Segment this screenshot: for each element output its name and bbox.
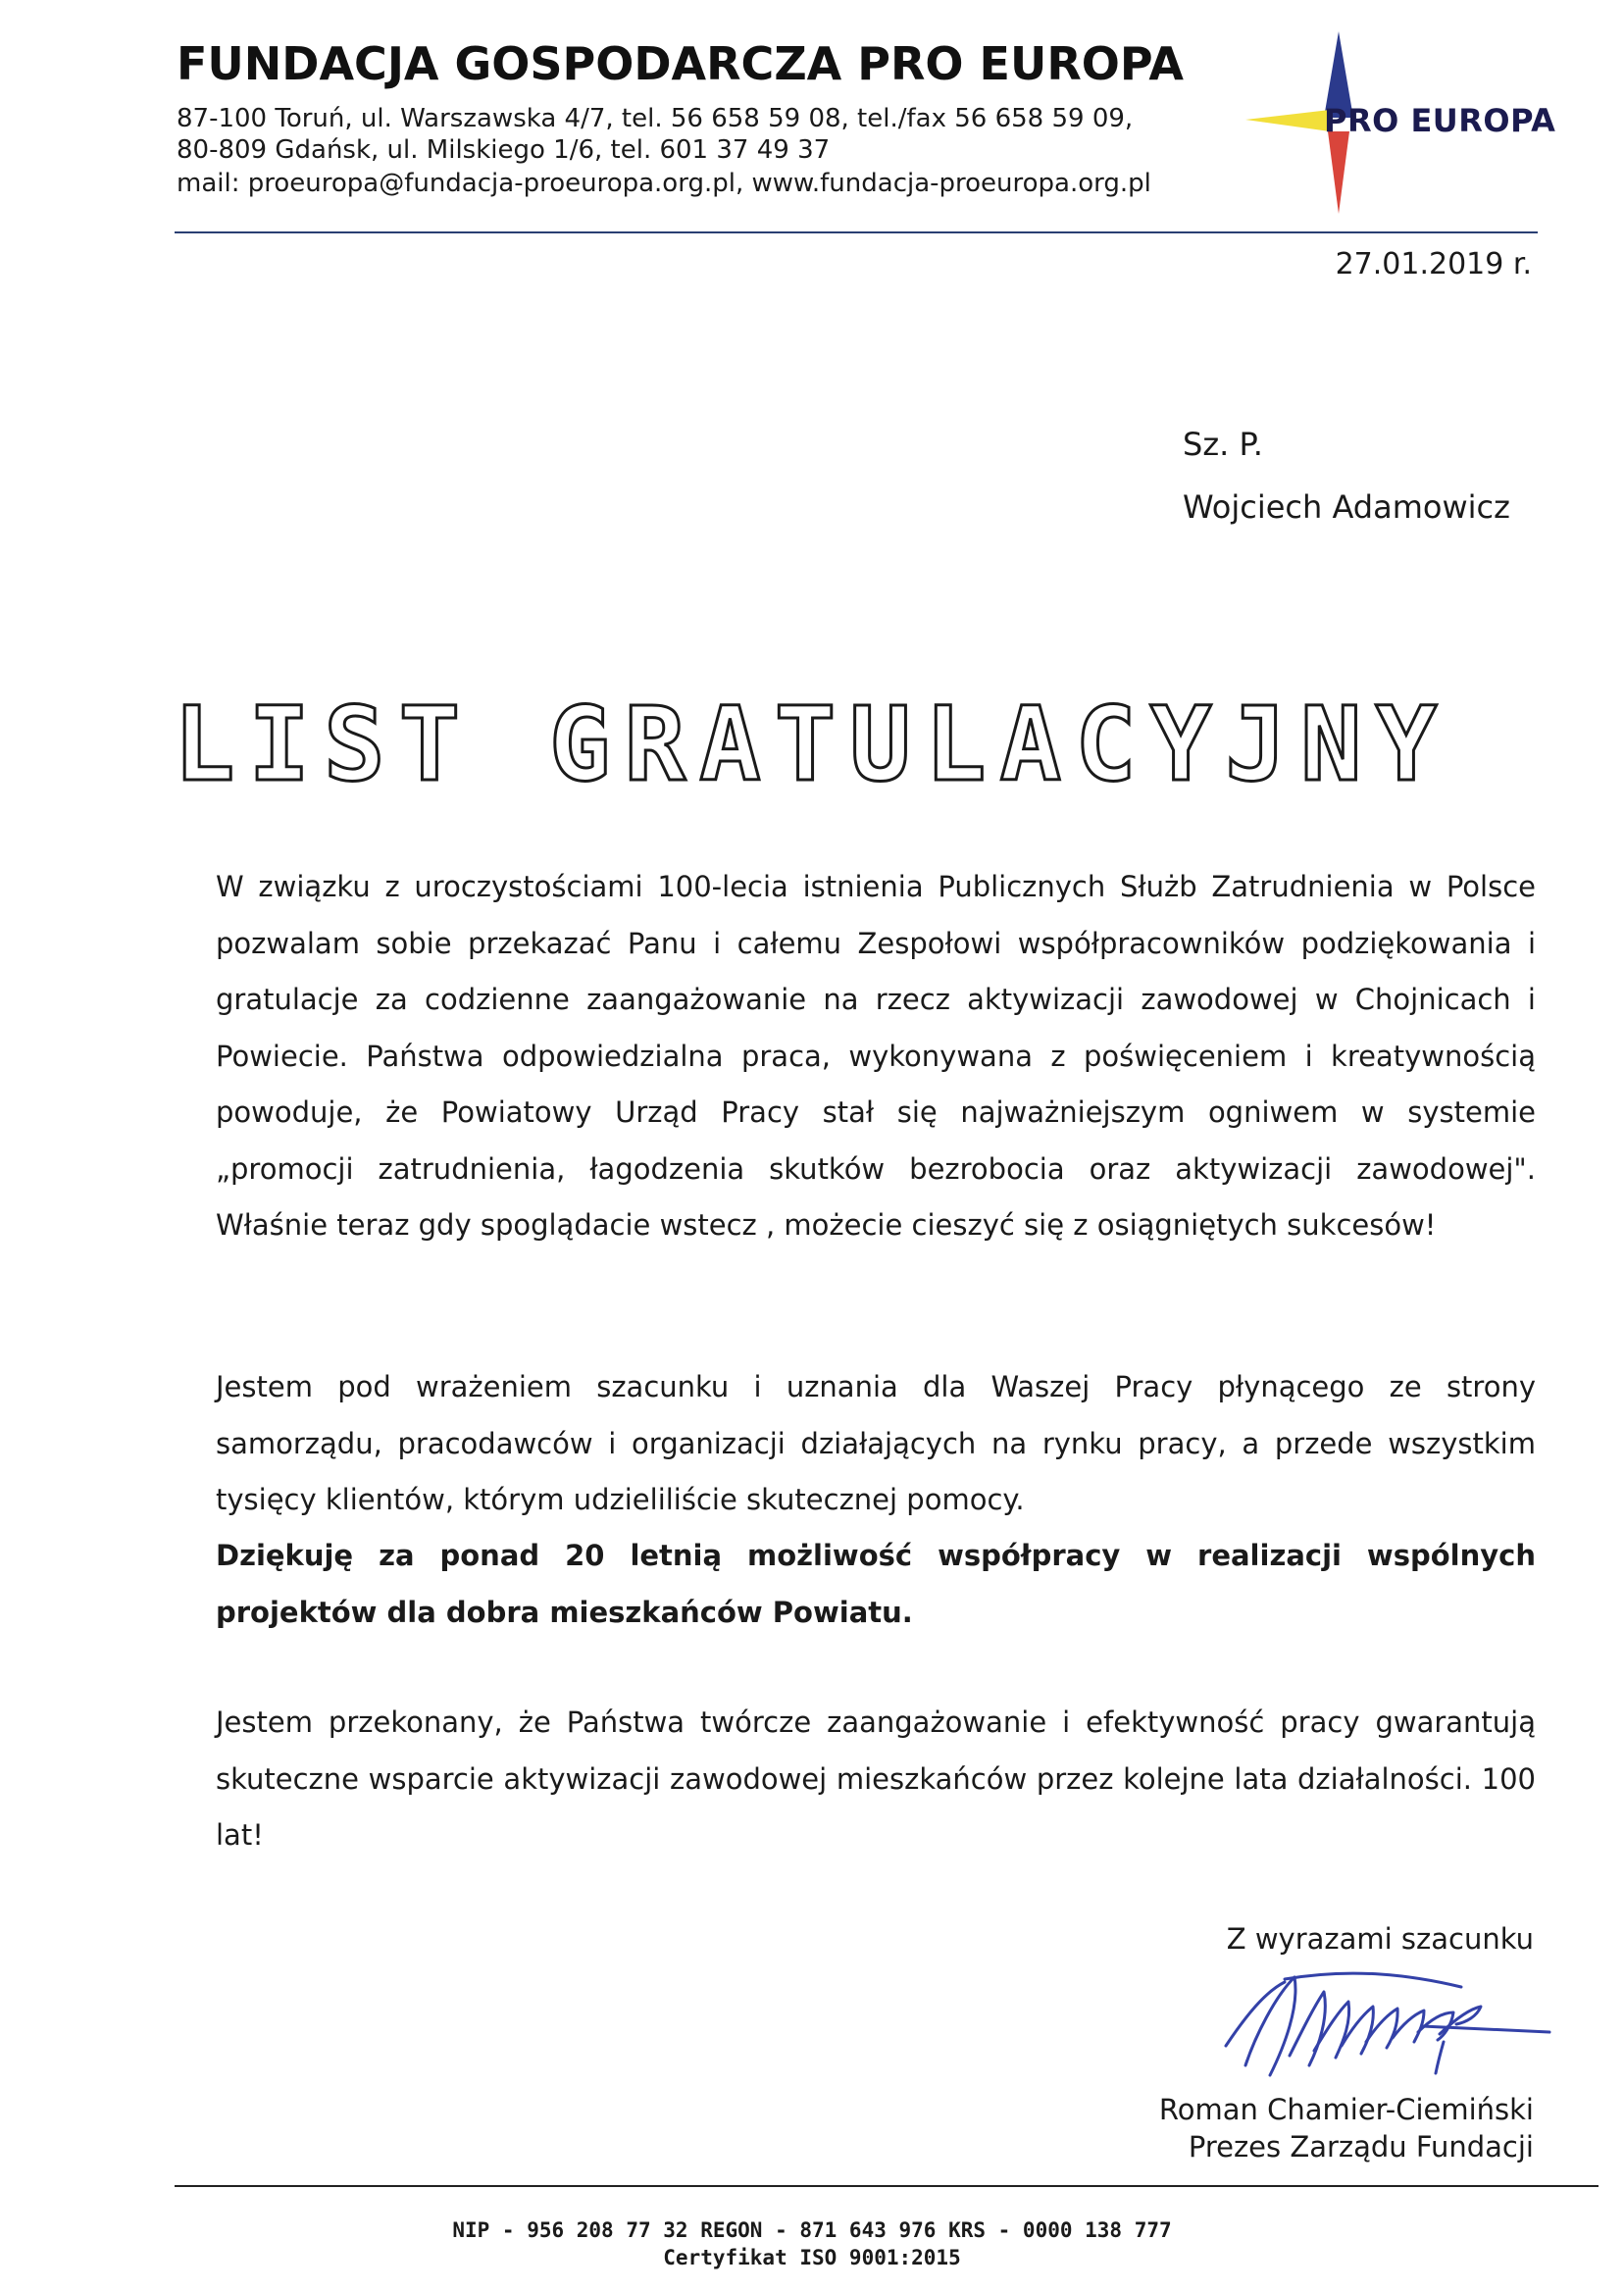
letter-date: 27.01.2019 r. — [1335, 247, 1532, 281]
organization-name: FUNDACJA GOSPODARCZA PRO EUROPA — [177, 37, 1184, 90]
body-paragraph-4: Jestem przekonany, że Państwa twórcze zaangażowanie i efektywność pracy gwarantują skuteczne wsparcie aktywizacji zawodowej mieszkańców przez kolejne lata działalności. 100 lat! — [216, 1706, 1536, 1852]
header-divider — [175, 231, 1538, 233]
footer-registration: NIP - 956 208 77 32 REGON - 871 643 976 KRS - 0000 138 777 — [452, 2218, 1172, 2242]
body-paragraph-2: Jestem pod wrażeniem szacunku i uznania dla Waszej Pracy płynącego ze strony samorządu, pracodawców i organizacji działających na rynku pracy, a przede wszystkim tysięcy klientów, którym udzieliliście skutecznej pomocy. — [216, 1370, 1536, 1516]
addressee-salutation: Sz. P. — [1183, 426, 1263, 463]
contact-line-web: mail: proeuropa@fundacja-proeuropa.org.pl, www.fundacja-proeuropa.org.pl — [177, 169, 1151, 198]
contact-line-gdansk: 80-809 Gdańsk, ul. Milskiego 1/6, tel. 601 37 49 37 — [177, 135, 831, 165]
handwritten-signature-icon — [1187, 1948, 1559, 2095]
body-paragraph-1: W związku z uroczystościami 100-lecia istnienia Publicznych Służb Zatrudnienia w Polsce pozwalam sobie przekazać Panu i całemu Zespołowi współpracowników podziękowania i gratulacje za codzienne zaangażowanie na rzecz aktywizacji zawodowej w Chojnicach i Powiecie. Państwa odpowiedzialna praca, wykonywana z poświęceniem i kreatywnością powoduje, że Powiatowy Urząd Pracy stał się najważniejszym ogniwem w systemie „promocji zatrudnienia, łagodzenia skutków bezrobocia oraz aktywizacji zawodowej". Właśnie teraz gdy spoglądacie wstecz , możecie cieszyć się z osiągniętych sukcesów! — [216, 870, 1536, 1242]
footer-certificate: Certyfikat ISO 9001:2015 — [663, 2246, 961, 2269]
letter-title: LIST GRATULACYJNY — [173, 685, 1451, 804]
signer-name: Roman Chamier-Ciemiński — [1158, 2093, 1534, 2126]
closing-phrase: Z wyrazami szacunku — [1226, 1922, 1534, 1956]
footer-divider — [175, 2185, 1599, 2187]
body-paragraph-bold: Dziękuję za ponad 20 letnią możliwość współpracy w realizacji wspólnych projektów dla dobra mieszkańców Powiatu. — [216, 1539, 1536, 1629]
contact-line-torun: 87-100 Toruń, ul. Warszawska 4/7, tel. 56 658 59 08, tel./fax 56 658 59 09, — [177, 104, 1134, 133]
logo-text: PRO EUROPA — [1324, 102, 1556, 139]
addressee-name: Wojciech Adamowicz — [1183, 488, 1510, 526]
signer-role: Prezes Zarządu Fundacji — [1188, 2130, 1534, 2164]
